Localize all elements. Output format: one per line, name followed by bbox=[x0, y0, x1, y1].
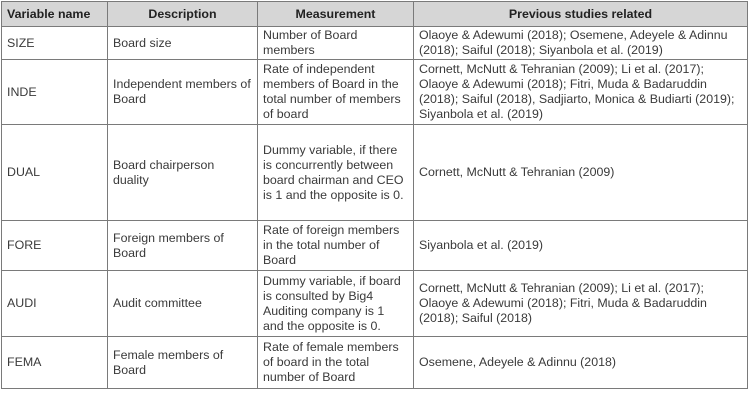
table-row bbox=[2, 60, 748, 125]
cell-measurement: Dummy variable, if board is consulted by Big4 Auditing company is 1 and the opposite is 0. bbox=[258, 271, 414, 337]
cell-variable: SIZE bbox=[2, 27, 108, 60]
cell-variable: INDE bbox=[2, 60, 108, 125]
cell-description: Foreign members of Board bbox=[108, 221, 258, 271]
cell-measurement: Rate of foreign members in the total number of Board bbox=[258, 221, 414, 271]
cell-studies: Cornett, McNutt & Tehranian (2009); Li et al. (2017); Olaoye & Adewumi (2018); Fitri, Muda & Badaruddin (2018); Saiful (2018), Sadjiarto, Monica & Budiarti (2019); Siyanbola et al. (2019) bbox=[414, 60, 748, 125]
cell-description: Audit committee bbox=[108, 271, 258, 337]
cell-description: Independent members of Board bbox=[108, 60, 258, 125]
cell-variable: DUAL bbox=[2, 125, 108, 221]
cell-studies: Cornett, McNutt & Tehranian (2009) bbox=[414, 125, 748, 221]
table-row bbox=[2, 27, 748, 60]
cell-description: Female members of Board bbox=[108, 337, 258, 389]
table-row bbox=[2, 221, 748, 271]
table-row bbox=[2, 271, 748, 337]
table-header bbox=[2, 2, 748, 27]
header-variable-name: Variable name bbox=[2, 2, 108, 27]
cell-studies: Olaoye & Adewumi (2018); Osemene, Adeyele & Adinnu (2018); Saiful (2018); Siyanbola et al. (2019) bbox=[414, 27, 748, 60]
cell-variable: FEMA bbox=[2, 337, 108, 389]
cell-description: Board size bbox=[108, 27, 258, 60]
cell-studies: Siyanbola et al. (2019) bbox=[414, 221, 748, 271]
header-description: Description bbox=[108, 2, 258, 27]
cell-measurement: Rate of independent members of Board in the total number of members of board bbox=[258, 60, 414, 125]
header-row bbox=[2, 2, 748, 27]
table-row bbox=[2, 337, 748, 389]
cell-variable: AUDI bbox=[2, 271, 108, 337]
table-row bbox=[2, 125, 748, 221]
header-measurement: Measurement bbox=[258, 2, 414, 27]
cell-description: Board chairperson duality bbox=[108, 125, 258, 221]
table-body bbox=[2, 27, 748, 389]
cell-measurement: Number of Board members bbox=[258, 27, 414, 60]
header-previous-studies: Previous studies related bbox=[414, 2, 748, 27]
cell-variable: FORE bbox=[2, 221, 108, 271]
cell-measurement: Dummy variable, if there is concurrently between board chairman and CEO is 1 and the opposite is 0. bbox=[258, 125, 414, 221]
cell-studies: Cornett, McNutt & Tehranian (2009); Li et al. (2017); Olaoye & Adewumi (2018); Fitri, Muda & Badaruddin (2018); Saiful (2018) bbox=[414, 271, 748, 337]
cell-measurement: Rate of female members of board in the total number of Board bbox=[258, 337, 414, 389]
variables-table bbox=[1, 1, 748, 389]
cell-studies: Osemene, Adeyele & Adinnu (2018) bbox=[414, 337, 748, 389]
